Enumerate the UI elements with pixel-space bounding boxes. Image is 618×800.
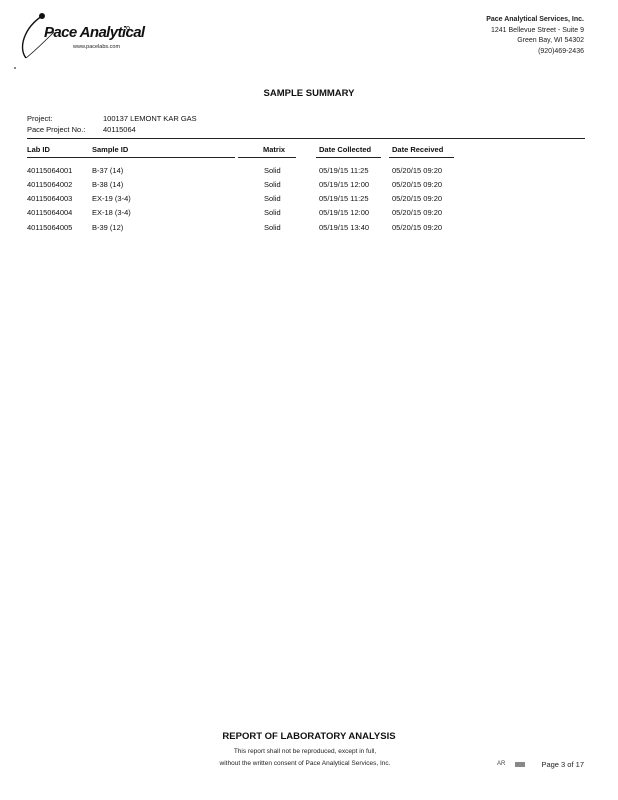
cell-date-received: 05/20/15 09:20: [392, 166, 443, 175]
header-date-received: Date Received: [392, 145, 444, 154]
project-value: 100137 LEMONT KAR GAS: [103, 114, 197, 123]
cell-date-collected: 05/19/15 12:00: [319, 208, 370, 217]
cell-lab-id: 40115064005: [27, 223, 73, 232]
cell-date-received: 05/20/15 09:20: [392, 180, 443, 189]
cell-sample-id: B-38 (14): [92, 180, 124, 189]
cell-sample-id: B-39 (12): [92, 223, 124, 232]
cell-lab-id: 40115064004: [27, 208, 73, 217]
divider-top: [27, 138, 585, 139]
table-row: [0, 180, 618, 190]
cell-sample-id: EX-19 (3-4): [92, 194, 131, 203]
footer-disclaimer-line1: This report shall not be reproduced, except in full,: [233, 748, 377, 755]
cell-date-collected: 05/19/15 12:00: [319, 180, 370, 189]
cell-lab-id: 40115064003: [27, 194, 73, 203]
report-footer-title: REPORT OF LABORATORY ANALYSIS: [222, 731, 396, 742]
company-name: Pace Analytical Services, Inc.: [486, 16, 584, 23]
header-underline-3: [316, 157, 381, 158]
cell-matrix: Solid: [264, 166, 281, 175]
pace-project-value: 40115064: [103, 125, 136, 134]
company-phone: (920)469-2436: [538, 47, 584, 55]
project-line: [27, 114, 197, 123]
cell-sample-id: B-37 (14): [92, 166, 124, 175]
table-row: [0, 194, 618, 204]
review-stamp-icon: [515, 762, 525, 767]
reviewer-initials: AR: [497, 761, 506, 767]
table-row: [0, 223, 618, 233]
cell-date-collected: 05/19/15 11:25: [319, 194, 369, 203]
logo-url: www.pacelabs.com: [73, 44, 121, 50]
table-header: [0, 145, 618, 155]
cell-date-collected: 05/19/15 11:25: [319, 166, 369, 175]
table-row: [0, 208, 618, 218]
header-underline-4: [389, 157, 454, 158]
cell-date-received: 05/20/15 09:20: [392, 223, 443, 232]
header-underline-2: [238, 157, 296, 158]
header-underline-1: [27, 157, 235, 158]
company-address-block: [486, 15, 584, 57]
cell-matrix: Solid: [264, 194, 281, 203]
company-address-line2: Green Bay, WI 54302: [517, 37, 584, 45]
company-address-line1: 1241 Bellevue Street - Suite 9: [490, 26, 584, 34]
cell-matrix: Solid: [264, 208, 281, 217]
pace-project-line: [27, 125, 136, 134]
page-title: SAMPLE SUMMARY: [263, 88, 355, 99]
pace-project-label: Pace Project No.:: [27, 125, 86, 134]
cell-date-received: 05/20/15 09:20: [392, 208, 443, 217]
cell-matrix: Solid: [264, 180, 281, 189]
table-row: [0, 166, 618, 176]
header-sample-id: Sample ID: [92, 145, 129, 154]
cell-lab-id: 40115064002: [27, 180, 73, 189]
header-lab-id: Lab ID: [27, 145, 50, 154]
cell-lab-id: 40115064001: [27, 166, 73, 175]
page-number: Page 3 of 17: [541, 760, 584, 769]
footer-disclaimer-line2: without the written consent of Pace Analytical Services, Inc.: [219, 760, 391, 767]
cell-date-received: 05/20/15 09:20: [392, 194, 443, 203]
cell-date-collected: 05/19/15 13:40: [319, 223, 370, 232]
cell-sample-id: EX-18 (3-4): [92, 208, 131, 217]
logo-wordmark: Pace Analytical: [44, 24, 145, 41]
header-matrix: Matrix: [263, 145, 286, 154]
header-date-collected: Date Collected: [319, 145, 372, 154]
project-label: Project:: [27, 114, 53, 123]
cell-matrix: Solid: [264, 223, 281, 232]
